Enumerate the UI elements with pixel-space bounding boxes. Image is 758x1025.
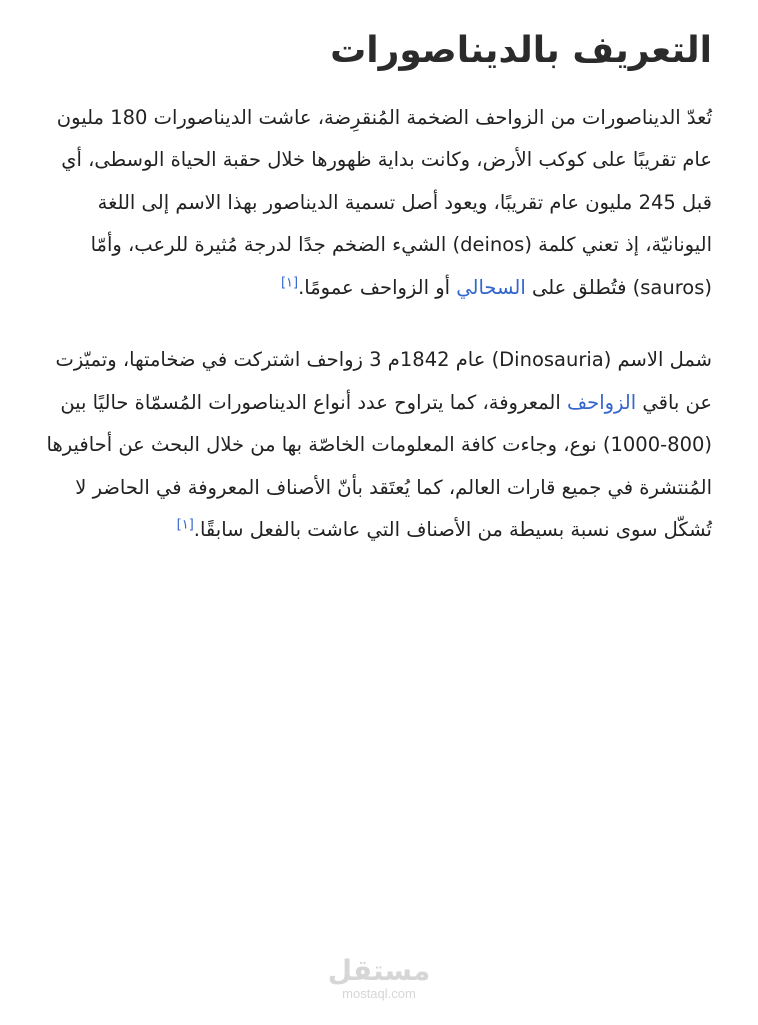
paragraph-1: [44, 97, 712, 310]
paragraph-1-text-a: تُعدّ الديناصورات من الزواحف الضخمة المُنقرِضة، عاشت الديناصورات 180 مليون عام تقريبًا على كوكب الأرض، وكانت بداية ظهورها خلال حقبة الحياة الوسطى، أي قبل 245 مليون عام تقريبًا، ويعود أصل تسمية الديناصور بهذا الاسم إلى اللغة اليونانيّة، إذ تعني كلمة (deinos) الشيء الضخم جدًا لدرجة مُثيرة للرعب، وأمّا (sauros) فتُطلق على: [56, 105, 712, 299]
reference-1-link[interactable]: [١]: [280, 275, 299, 291]
mostaql-watermark: [0, 955, 758, 1001]
watermark-url: mostaql.com: [342, 986, 416, 1001]
paragraph-2-text-b: المعروفة، كما يتراوح عدد أنواع الديناصورات المُسمّاة حاليًا بين (800-1000) نوع، وجاءت كافة المعلومات الخاصّة بها من خلال البحث عن أحافيرها المُنتشرة في جميع قارات العالم، كما يُعتَقد بأنّ الأصناف المعروفة في الحاضر لا تُشكّل سوى نسبة بسيطة من الأصناف التي عاشت بالفعل سابقًا.: [46, 390, 712, 542]
reference-2-link[interactable]: [١]: [176, 517, 194, 533]
lizards-link[interactable]: السحالي: [456, 275, 526, 299]
article: [44, 28, 712, 582]
reptiles-link[interactable]: الزواحف: [566, 390, 637, 414]
paragraph-2: [44, 339, 712, 552]
watermark-logo: مستقل: [327, 954, 431, 987]
paragraph-1-text-b: أو الزواحف عمومًا.: [298, 275, 457, 299]
paragraph-2-text-a: شمل الاسم (Dinosauria) عام 1842م 3 زواحف اشتركت في ضخامتها، وتميّزت عن باقي: [55, 348, 712, 414]
page-title: التعريف بالديناصورات: [330, 30, 712, 71]
